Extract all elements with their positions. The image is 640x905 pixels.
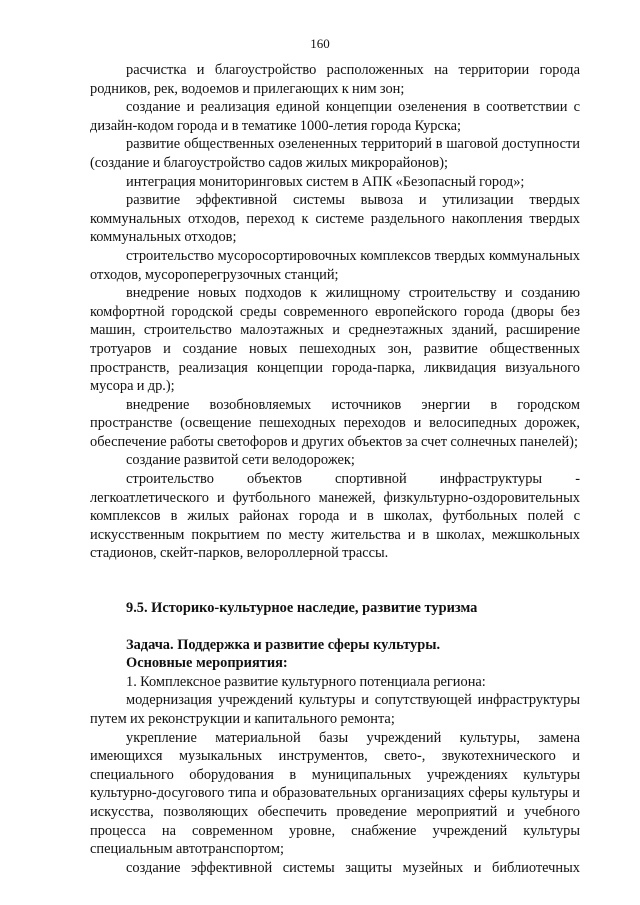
paragraph: внедрение новых подходов к жилищному строительству и созданию комфортной городской среды современного европейского города (дворы без машин, строительство малоэтажных и среднеэтажных зданий, расширение тротуаров и создание новых пешеходных зон, развитие общественных пространств, реализация концепции города-парка, ликвидация визуального мусора и др.); [90, 285, 580, 395]
activities-heading: Основные мероприятия: [126, 655, 288, 672]
page-number: 160 [310, 36, 330, 51]
task-heading: Задача. Поддержка и развитие сферы культуры. [126, 636, 441, 653]
section-heading: 9.5. Историко-культурное наследие, развитие туризма [126, 600, 478, 617]
paragraph: укрепление материальной базы учреждений культуры, замена имеющихся музыкальных инструментов, свето-, звукотехнического и специального оборудования в муниципальных учреждениях культуры культурно-досугового типа и образовательных организациях сферы культуры и искусства, позволяющих обеспечить проведение мероприятий и учебного процесса на современном уровне, снабжение учреждений культуры специальным автотранспортом; [90, 729, 580, 858]
paragraph: создание развитой сети велодорожек; [126, 452, 355, 469]
paragraph: создание эффективной системы защиты музейных и библиотечных [126, 859, 580, 876]
paragraph: расчистка и благоустройство расположенных на территории города родников, рек, водоемов и прилегающих к ним зон; [90, 62, 580, 97]
paragraph: развитие эффективной системы вывоза и утилизации твердых коммунальных отходов, переход к системе раздельного накопления твердых коммунальных отходов; [90, 192, 580, 246]
paragraph: модернизация учреждений культуры и сопутствующей инфраструктуры путем их реконструкции и капитального ремонта; [90, 692, 580, 727]
paragraph: 1. Комплексное развитие культурного потенциала региона: [126, 673, 486, 690]
body-text [90, 61, 580, 877]
paragraph: внедрение возобновляемых источников энергии в городском пространстве (освещение пешеходных переходов и велосипедных дорожек, обеспечение работы светофоров и других объектов за счет солнечных панелей); [90, 396, 580, 450]
paragraph: создание и реализация единой концепции озеленения в соответствии с дизайн-кодом города и в тематике 1000-летия города Курска; [90, 99, 580, 134]
paragraph: интеграция мониторинговых систем в АПК «Безопасный город»; [126, 173, 525, 190]
paragraph: строительство объектов спортивной инфраструктуры - легкоатлетического и футбольного манежей, физкультурно-оздоровительных комплексов в жилых районах города и в школах, футбольных полей с искусственным покрытием по месту жительства и в школах, межшкольных стадионов, скейт-парков, велороллерной трассы. [90, 471, 580, 562]
paragraph: развитие общественных озелененных территорий в шаговой доступности (создание и благоустройство садов жилых микрорайонов); [90, 136, 580, 171]
paragraph: строительство мусоросортировочных комплексов твердых коммунальных отходов, мусороперегрузочных станций; [90, 247, 580, 283]
